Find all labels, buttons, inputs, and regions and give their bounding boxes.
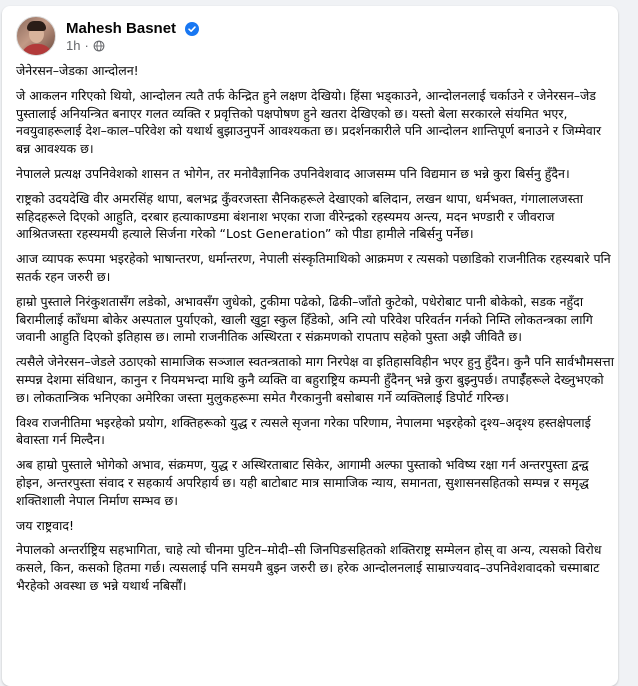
- post-paragraph: राष्ट्रको उदयदेखि वीर अमरसिंह थापा, बलभद्र कुँवरजस्ता सैनिकहरूले देखाएको बलिदान, लखन थापा, धर्मभक्त, गंगालालजस्ता सहिदहरूले दिएको आहुति, दरबार हत्याकाण्डमा बंशनाश भएका राजा वीरेन्द्रको रहस्यमय अन्त्य, मदन भण्डारी र जीवराज आश्रितजस्ता रहस्यमयी हत्याले सिर्जना गरेको “Lost Generation” को पीडा हामीले नबिर्सनु पर्नेछ।: [16, 190, 583, 242]
- post-paragraph: त्यसैले जेनेरसन–जेडले उठाएको सामाजिक सञ्जाल स्वतन्त्रताको माग निरपेक्ष वा इतिहासविहीन भएर हुनु हुँदैन। कुनै पनि सार्वभौमसत्ता सम्पन्न देशमा संविधान, कानुन र नियमभन्दा माथि कुनै व्यक्ति वा बहुराष्ट्रिय कम्पनी हुँदैनन् भन्ने कुरा बुझ्नुपर्छ। तपाईँहरूले देख्नुभएको छ। लोकतान्त्रिक भनिएका अमेरिका जस्ता मुलुकहरूमा समेत गैरकानुनी बसोबास गर्ने व्यक्तिलाई डिपोर्ट गरिन्छ।: [16, 354, 614, 405]
- post-paragraph: विश्व राजनीतिमा भइरहेको प्रयोग, शक्तिहरूको युद्ध र त्यसले सृजना गरेका परिणाम, नेपालमा भइरहेको दृश्य–अदृश्य हस्तक्षेपलाई बेवास्ता गर्न मिल्दैन।: [16, 414, 591, 448]
- avatar-hair: [27, 21, 46, 31]
- post-card: [2, 6, 618, 686]
- post-paragraph: नेपालको अन्तर्राष्ट्रिय सहभागिता, चाहे त्यो चीनमा पुटिन–मोदी–सी जिनपिङसहितको शक्तिराष्ट्र सम्मेलन होस् वा अन्य, त्यसको विरोध कसले, किन, कसको हितमा गर्छ। त्यसलाई पनि समयमै बुझ्न जरुरी छ। हरेक आन्दोलनलाई साम्राज्यवाद–उपनिवेशवादको चस्माबाट भैरहेको अवस्था छ भन्ने यथार्थ नबिर्सौं।: [16, 542, 602, 593]
- verified-badge-icon: [185, 21, 199, 40]
- avatar[interactable]: [16, 16, 56, 56]
- post-meta: [66, 38, 105, 53]
- author-row: [66, 18, 199, 40]
- post-body: [16, 62, 614, 602]
- post-paragraph: जय राष्ट्रवाद!: [16, 517, 74, 533]
- post-paragraph: अब हाम्रो पुस्ताले भोगेको अभाव, संक्रमण, युद्ध र अस्थिरताबाट सिकेर, आगामी अल्फा पुस्ताको भविष्य रक्षा गर्न अन्तरपुस्ता द्वन्द्व होइन, अन्तरपुस्ता संवाद र सहकार्य अपरिहार्य छ। यही बाटोबाट मात्र सामाजिक न्याय, समानता, सुशासनसहितको सम्पन्न र समृद्ध शक्तिशाली नेपाल निर्माण सम्भव छ।: [16, 457, 589, 508]
- globe-icon[interactable]: [93, 38, 105, 53]
- avatar-shirt: [21, 44, 53, 56]
- post-paragraph: आज व्यापक रूपमा भइरहेको भाषान्तरण, धर्मान्तरण, नेपाली संस्कृतिमाथिको आक्रमण र त्यसको पछाडिको राजनीतिक रहस्यबारे पनि सतर्क रहन जरुरी छ।: [16, 251, 611, 284]
- post-paragraph: नेपालले प्रत्यक्ष उपनिवेशको शासन त भोगेन, तर मनोवैज्ञानिक उपनिवेशवाद आजसम्म पनि विद्यमान छ भन्ने कुरा बिर्सनु हुँदैन।: [16, 165, 570, 181]
- post-paragraph: जे आकलन गरिएको थियो, आन्दोलन त्यतै तर्फ केन्द्रित हुने लक्षण देखियो। हिंसा भड्काउने, आन्दोलनलाई चर्काउने र जेनेरसन–जेड पुस्तालाई अनियन्त्रित बनाएर गलत व्यक्ति र प्रवृत्तिको पक्षपोषण हुने खतरा देखिएको छ। यस्तो बेला सरकारले संयमित भएर, नवयुवाहरूलाई देश–काल–परिवेश को यथार्थ बुझाउनुपर्ने आवश्यकता छ। प्रदर्शनकारीले पनि आन्दोलन शान्तिपूर्ण बनाउने र जिम्मेवार बन्न आवश्यक छ।: [16, 87, 602, 157]
- author-name[interactable]: Mahesh Basnet: [66, 20, 177, 37]
- meta-separator: ·: [84, 38, 89, 53]
- post-time[interactable]: 1h: [66, 38, 81, 53]
- post-paragraph: हाम्रो पुस्ताले निरंकुशतासँग लडेको, अभावसँग जुधेको, टुकीमा पढेको, ढिकी–जाँतो कुटेको, पधेरोबाट पानी बोकेको, सडक नहुँदा बिरामीलाई काँधमा बोकेर अस्पताल पुर्याएको, खाली खुट्टा स्कुल हिँडेको, अनि त्यो परिवेश परिवर्तन गर्नको निम्ति लोकतन्त्रका लागि जवानी आहुति दिएको इतिहास छ। लामो राजनीतिक अस्थिरता र संक्रमणको रापताप सहेको पुस्ता अझै जीवितै छ।: [16, 293, 593, 345]
- post-paragraph: जेनेरसन–जेडका आन्दोलन!: [16, 63, 139, 78]
